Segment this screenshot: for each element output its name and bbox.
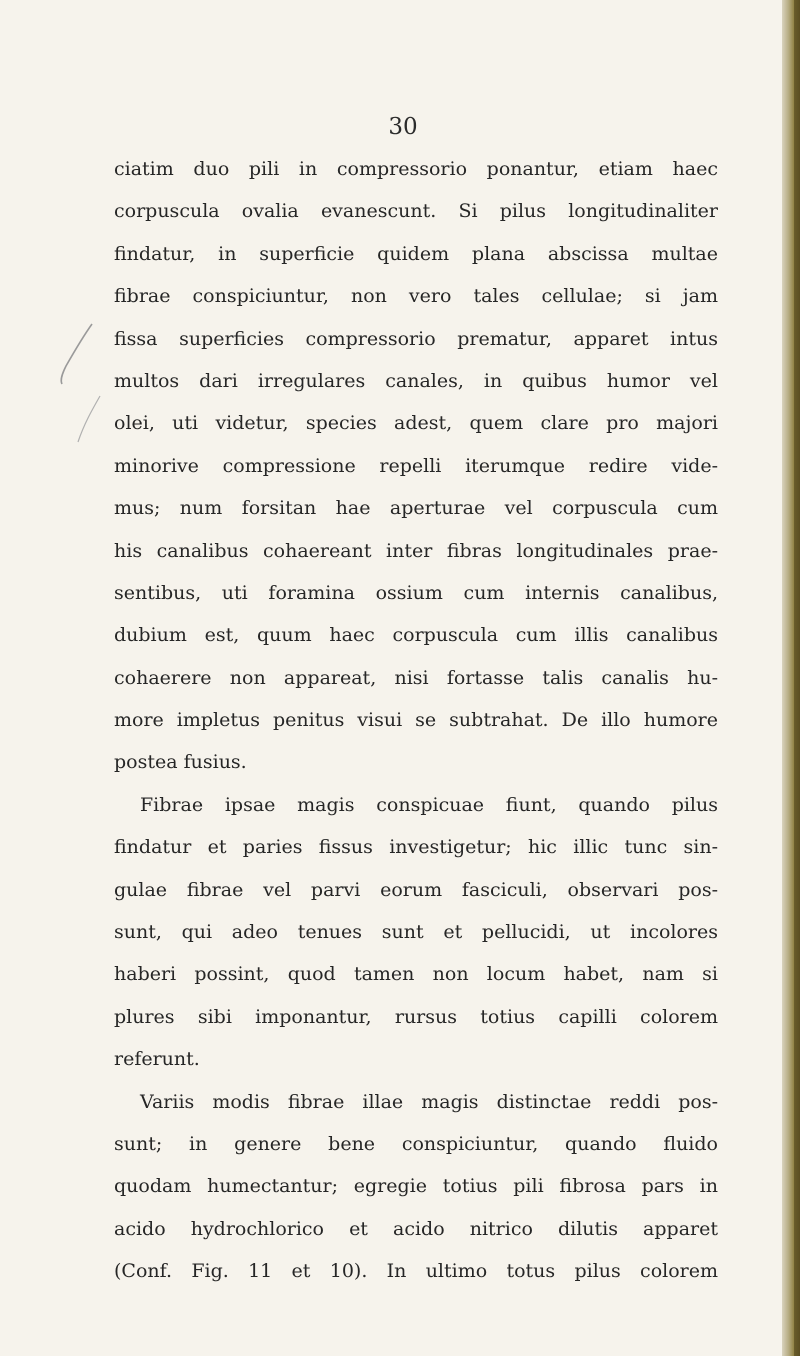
text-line: his canalibus cohaereant inter fibras longitudinales prae- — [114, 539, 718, 562]
text-line: olei, uti videtur, species adest, quem clare pro majori — [114, 412, 718, 435]
text-line: corpuscula ovalia evanescunt. Si pilus longitudinaliter — [114, 200, 718, 223]
text-line: cohaerere non appareat, nisi fortasse talis canalis hu- — [114, 666, 718, 689]
text-line: findatur, in superficie quidem plana abscissa multae — [114, 242, 718, 265]
text-line: findatur et paries fissus investigetur; hic illic tunc sin- — [114, 836, 718, 859]
text-line: minorive compressione repelli iterumque redire vide- — [114, 454, 718, 477]
page-edge-shadow — [794, 0, 800, 1356]
text-line: sunt; in genere bene conspiciuntur, quando fluido — [114, 1132, 718, 1155]
text-line: referunt. — [114, 1048, 200, 1071]
text-line: multos dari irregulares canales, in quibus humor vel — [114, 369, 718, 392]
text-line: dubium est, quum haec corpuscula cum illis canalibus — [114, 624, 718, 647]
page-number: 30 — [388, 114, 418, 140]
text-line: Fibrae ipsae magis conspicuae fiunt, quando pilus — [140, 793, 718, 816]
body-text — [114, 148, 718, 1293]
text-line: sunt, qui adeo tenues sunt et pellucidi, ut incolores — [114, 921, 718, 944]
text-line: more impletus penitus visui se subtrahat. De illo humore — [114, 709, 718, 732]
text-line: postea fusius. — [114, 751, 247, 774]
text-line: sentibus, uti foramina ossium cum internis canalibus, — [114, 581, 718, 604]
text-line: fissa superficies compressorio prematur, apparet intus — [114, 327, 718, 350]
text-line: fibrae conspiciuntur, non vero tales cellulae; si jam — [114, 285, 718, 308]
text-line: (Conf. Fig. 11 et 10). In ultimo totus pilus colorem — [114, 1260, 718, 1283]
pencil-margin-mark-icon — [52, 318, 112, 458]
text-line: mus; num forsitan hae aperturae vel corpuscula cum — [114, 497, 718, 520]
text-line: gulae fibrae vel parvi eorum fasciculi, observari pos- — [114, 878, 718, 901]
text-line: ciatim duo pili in compressorio ponantur, etiam haec — [114, 158, 718, 180]
text-line: quodam humectantur; egregie totius pili fibrosa pars in — [114, 1175, 718, 1198]
text-line: haberi possint, quod tamen non locum habet, nam si — [114, 963, 718, 986]
text-line: acido hydrochlorico et acido nitrico dilutis apparet — [114, 1217, 718, 1240]
text-line: plures sibi imponantur, rursus totius capilli colorem — [114, 1005, 718, 1028]
text-line: Variis modis fibrae illae magis distinctae reddi pos- — [140, 1090, 718, 1113]
